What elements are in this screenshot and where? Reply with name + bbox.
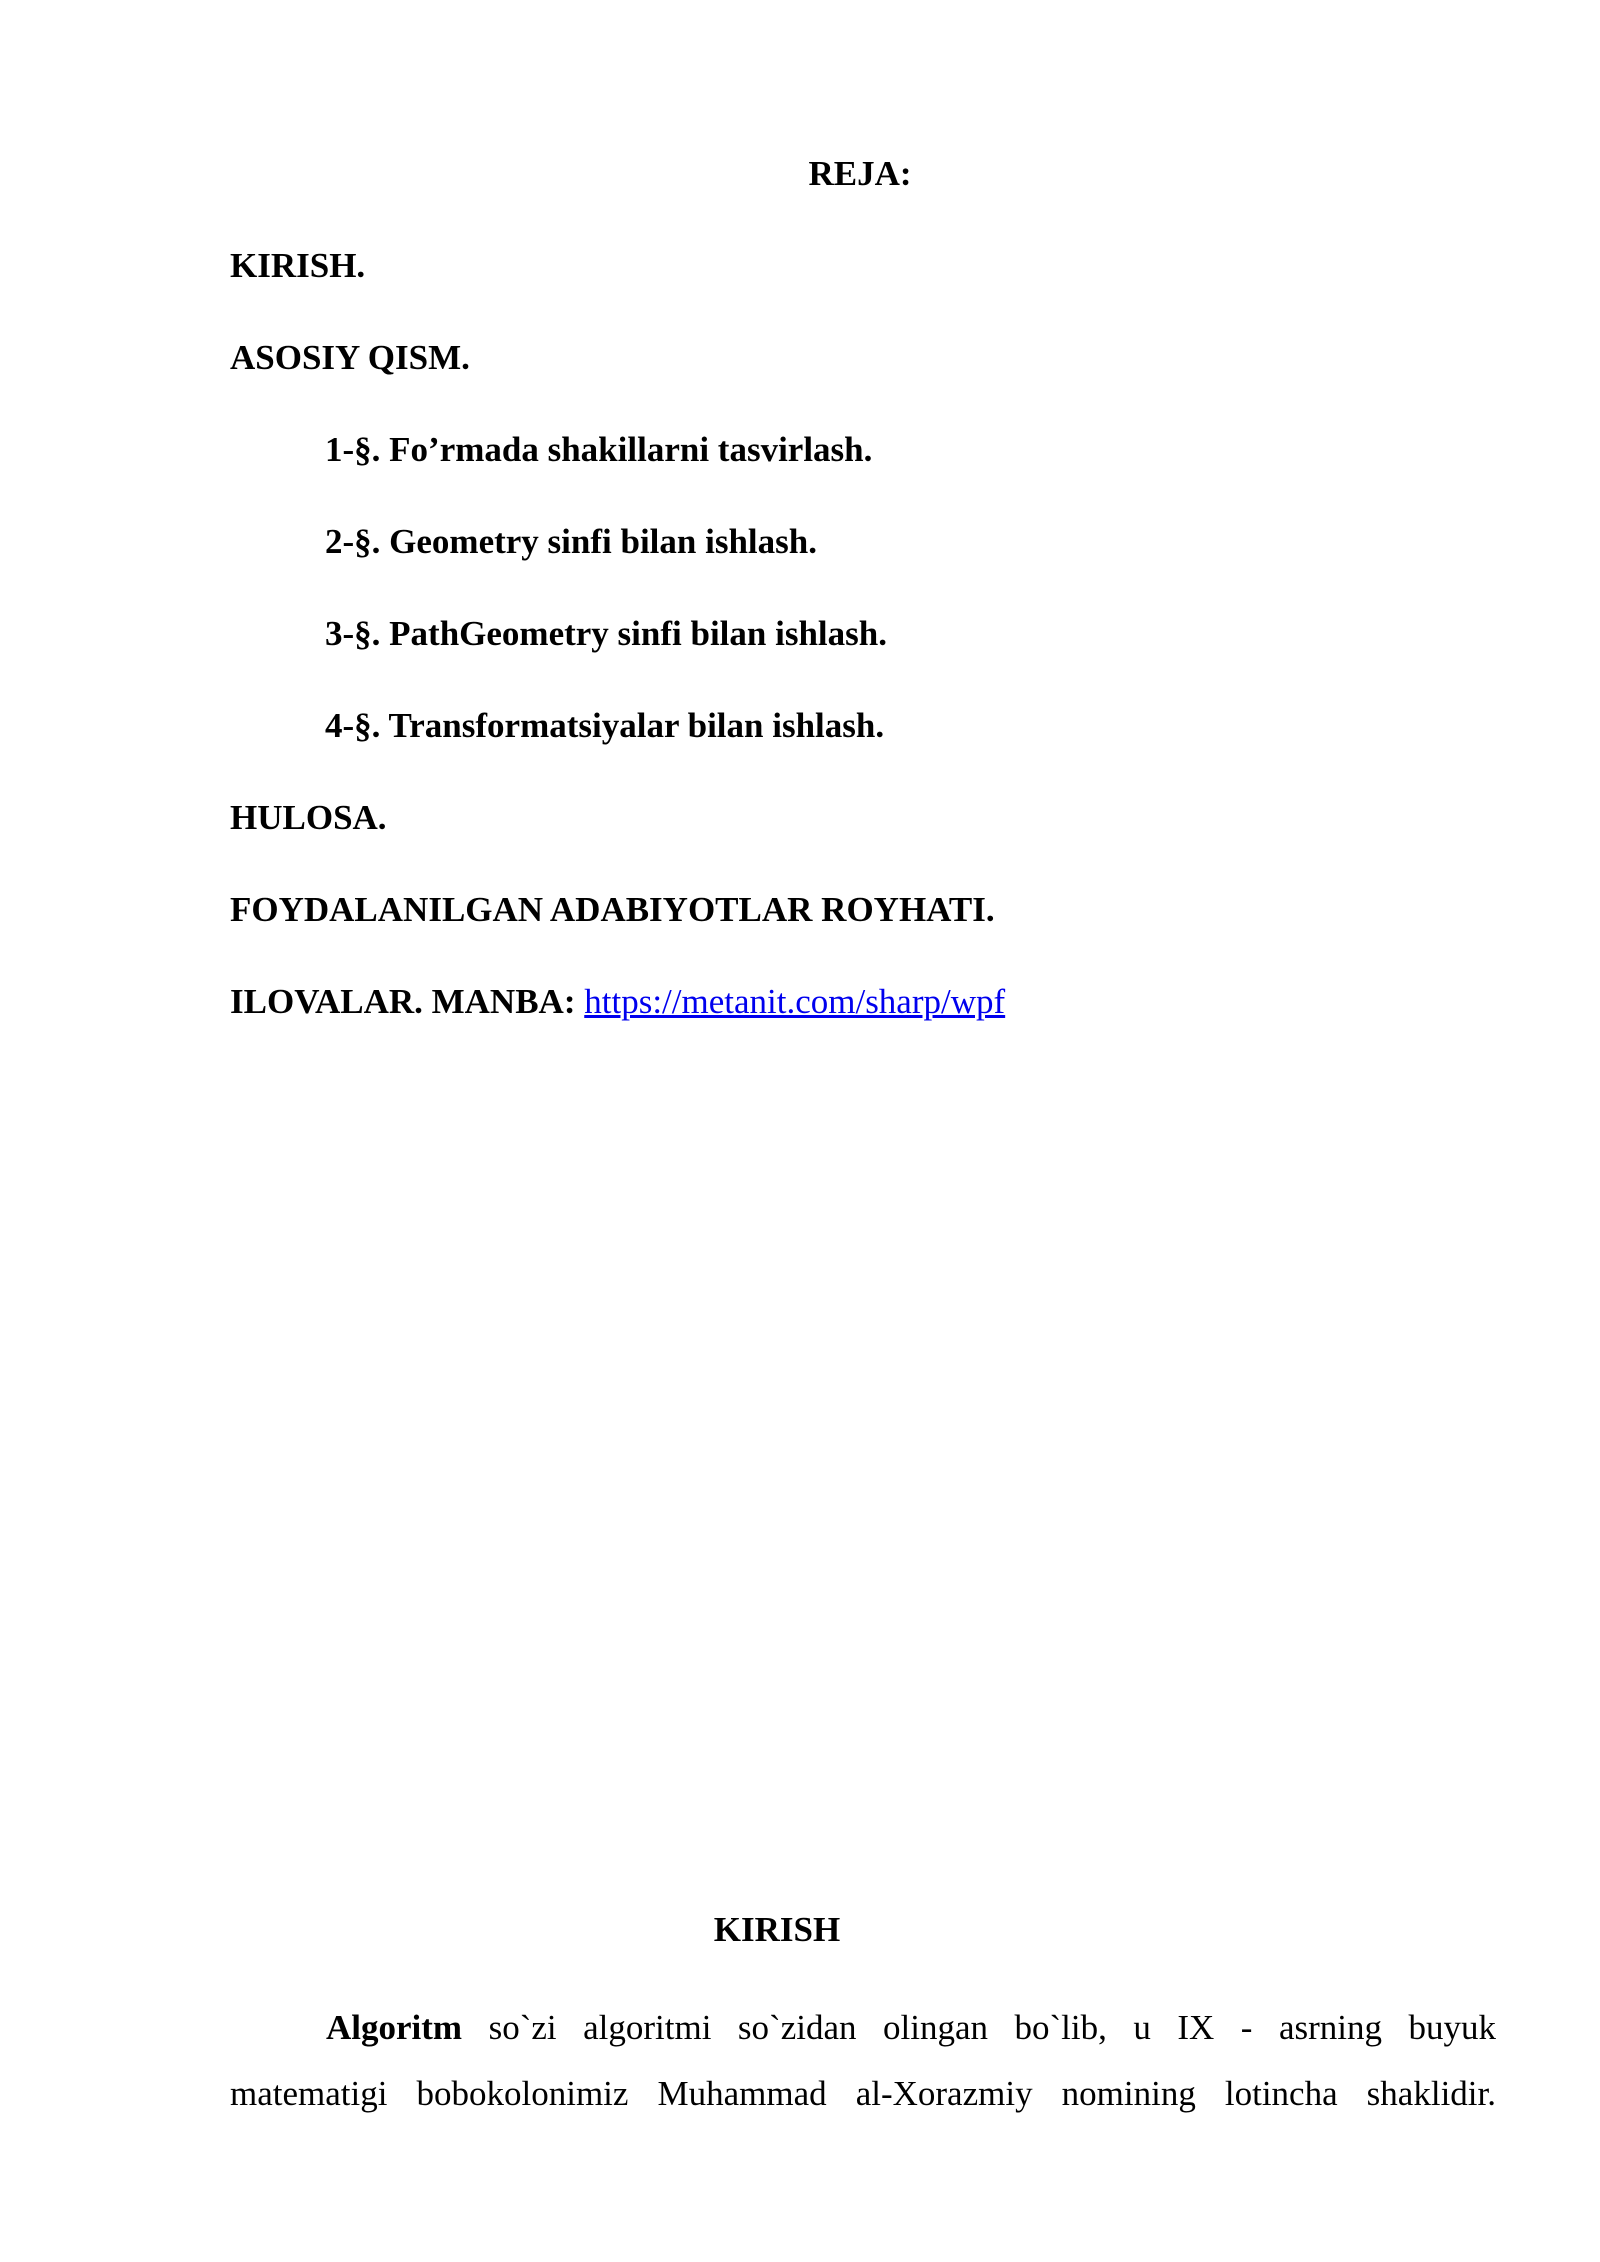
intro-section-title: KIRISH: [713, 1910, 841, 1949]
plan-item-conclusion: HULOSA.: [230, 798, 387, 837]
plan-section-1: 1-§. Fo’rmada shakillarni tasvirlash.: [325, 430, 873, 469]
intro-line1-text: so`zi algoritmi so`zidan olingan bo`lib, u IX - asrning buyuk: [462, 2008, 1496, 2047]
plan-section-2: 2-§. Geometry sinfi bilan ishlash.: [325, 522, 817, 561]
plan-item-intro: KIRISH.: [230, 246, 366, 285]
plan-section-3: 3-§. PathGeometry sinfi bilan ishlash.: [325, 614, 887, 653]
intro-paragraph-line-2: matematigi bobokolonimiz Muhammad al-Xorazmiy nomining lotincha shaklidir.: [230, 2074, 1496, 2113]
appendix-label: ILOVALAR. MANBA:: [230, 982, 576, 1021]
plan-item-main-part: ASOSIY QISM.: [230, 338, 470, 377]
intro-term: Algoritm: [326, 2008, 463, 2047]
plan-item-references: FOYDALANILGAN ADABIYOTLAR ROYHATI.: [230, 890, 995, 929]
plan-item-appendix: [230, 980, 1005, 1024]
plan-section-4: 4-§. Transformatsiyalar bilan ishlash.: [325, 706, 885, 745]
source-link[interactable]: https://metanit.com/sharp/wpf: [584, 982, 1006, 1021]
plan-title: REJA:: [808, 154, 912, 193]
intro-paragraph-line-1: [230, 1995, 1496, 2061]
